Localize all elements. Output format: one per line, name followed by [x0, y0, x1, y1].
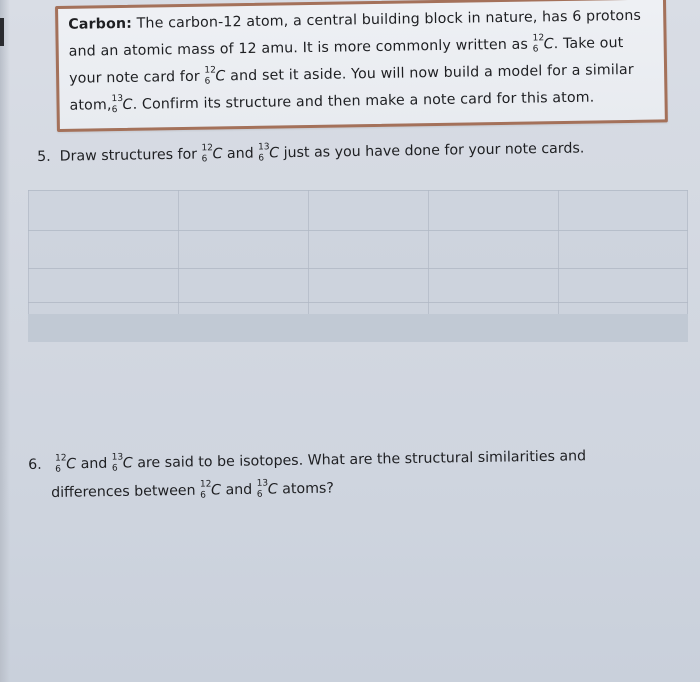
isotope-c13: 13 6 C — [256, 478, 278, 500]
bleed-through-table — [28, 190, 688, 342]
page-edge-shadow — [0, 0, 10, 682]
question-6-line-1: 6. 12 6 C and 13 6 C are said to be isotopes. What are the structural similarities and — [28, 448, 587, 475]
note-card — [55, 0, 668, 132]
question-5: 5. Draw structures for 12 6 C and 13 6 C just as you have done for your note cards. — [37, 140, 585, 165]
note-line-1: Carbon: The carbon-12 atom, a central building block in nature, has 6 protons — [68, 7, 642, 33]
question-6-number: 6. — [28, 456, 42, 473]
isotope-c13: 13 6 C — [111, 452, 133, 474]
note-line-2: and an atomic mass of 12 amu. It is more commonly written as 12 6 C. Take out — [68, 33, 624, 60]
isotope-c12: 12 6 C — [55, 453, 77, 475]
isotope-c12: 12 6 C — [201, 143, 223, 165]
page-edge-mark — [0, 18, 4, 46]
question-6-line-2: differences between 12 6 C and 13 6 C atoms? — [51, 478, 334, 501]
question-5-number: 5. — [37, 148, 51, 165]
isotope-c12: 12 6 C — [199, 479, 222, 501]
note-card-label: Carbon: — [68, 15, 133, 33]
isotope-c12: 12 6 C — [204, 65, 226, 87]
isotope-c12: 12 6 C — [532, 33, 554, 55]
note-line-4: atom, 13 6 C. Confirm its structure and then make a note card for this atom. — [69, 89, 595, 116]
isotope-c13: 13 6 C — [111, 93, 133, 116]
isotope-c13: 13 6 C — [258, 142, 280, 164]
note-line-3: your note card for 12 6 C and set it aside. You will now build a model for a similar — [69, 61, 634, 87]
